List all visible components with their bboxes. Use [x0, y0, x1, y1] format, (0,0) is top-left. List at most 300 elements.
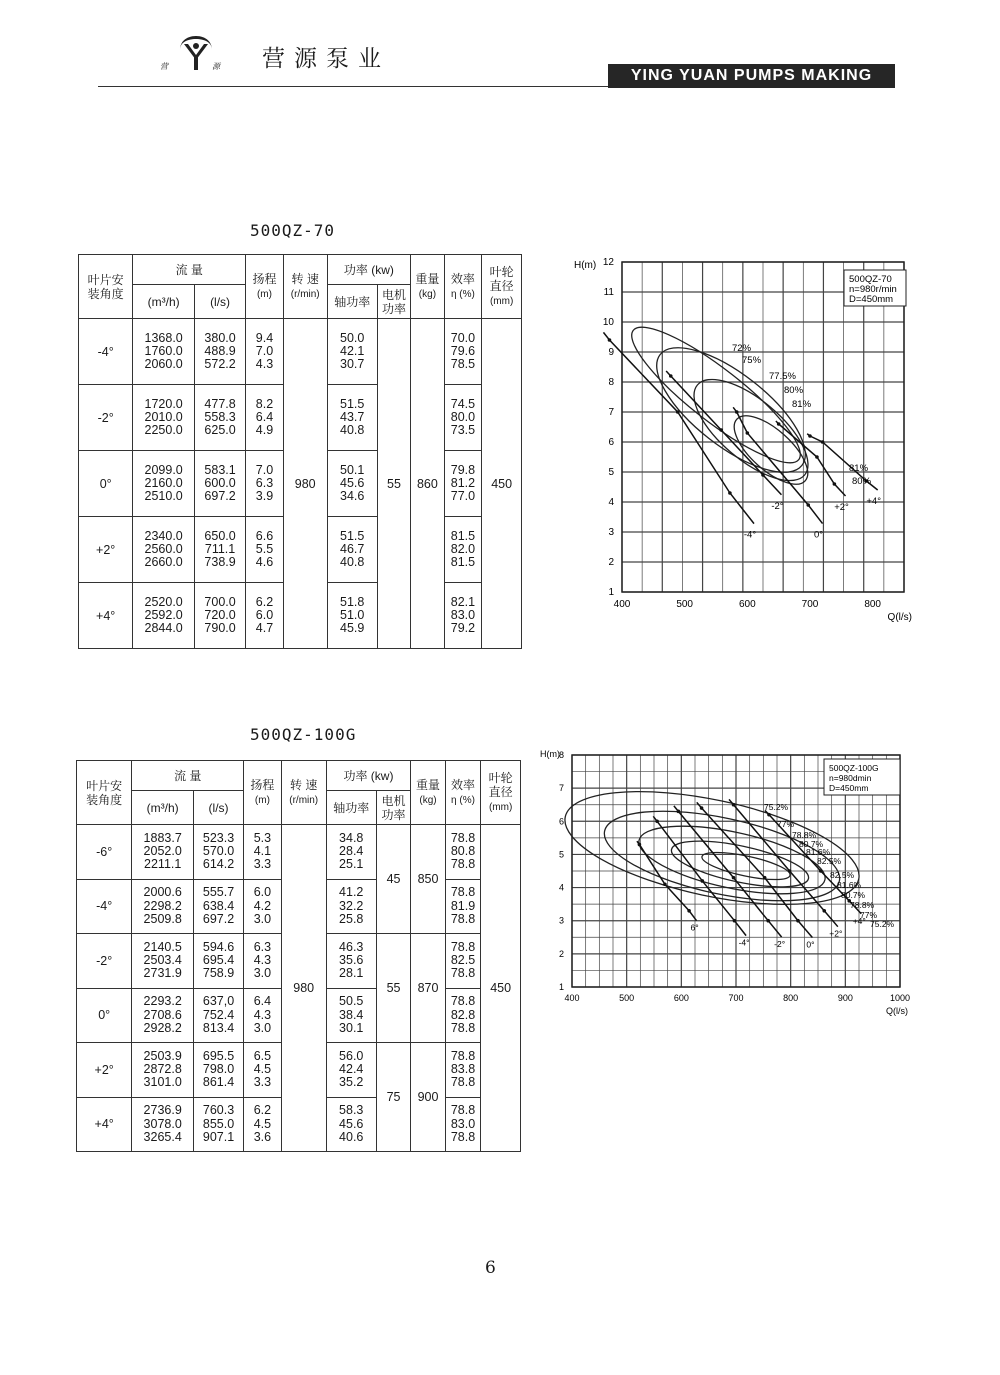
legend-text: 500QZ-70 [849, 274, 892, 285]
cell-value: 78.8 [450, 830, 476, 845]
data-point [806, 503, 810, 507]
cell-value: 35.6 [339, 953, 364, 968]
efficiency-contour [633, 813, 830, 907]
cell-value: 2736.9 [143, 1103, 182, 1118]
legend-text: n=980dmin [829, 773, 872, 783]
flow-ls-cell [193, 825, 243, 880]
efficiency-label: 75% [742, 355, 762, 366]
data-point [608, 338, 612, 342]
flow-m3-cell [133, 319, 195, 385]
cell-value: 637,0 [202, 994, 235, 1009]
data-point [767, 813, 771, 817]
curve-label: -2° [774, 939, 786, 950]
efficiency-label: 75.2% [764, 802, 789, 812]
cell-value: 1720.0 [144, 396, 183, 411]
cell-value: 58.3 [339, 1103, 364, 1118]
head-cell [246, 583, 284, 649]
col-flow-m3: (m³/h) [133, 285, 195, 319]
efficiency-cell [444, 385, 482, 451]
col-weight: 重量 (kg) [411, 761, 445, 825]
efficiency-contour [638, 326, 824, 494]
legend-text: 500QZ-100G [829, 763, 879, 773]
data-point [669, 374, 673, 378]
data-point [676, 410, 680, 414]
efficiency-cell [445, 1043, 481, 1098]
cell-value: 78.8 [450, 994, 476, 1009]
flow-m3-cell [132, 1097, 194, 1152]
table-row [79, 319, 522, 385]
cell-value: 6.2 [255, 594, 274, 609]
flow-m3-cell [132, 1043, 194, 1098]
cell-value: 523.3 [202, 830, 235, 845]
flow-ls-cell [193, 1097, 243, 1152]
header-rule [98, 86, 608, 87]
y-axis-label: H(m) [540, 749, 560, 759]
cell-value: 3.0 [253, 966, 272, 981]
col-head: 扬程 (m) [246, 255, 284, 319]
cell-value: 2211.1 [144, 857, 182, 872]
cell-value: 45.6 [339, 1116, 364, 1131]
cell-value: 583.1 [204, 462, 236, 477]
cell-value: 78.8 [450, 857, 476, 872]
curve-label: 0° [806, 939, 815, 950]
flow-ls-cell [194, 517, 245, 583]
flow-m3-cell [133, 517, 195, 583]
data-point [732, 876, 736, 880]
cell-value: 1368.0 [144, 330, 183, 345]
cell-value: 5.5 [255, 541, 274, 556]
cell-value: 752.4 [202, 1007, 235, 1022]
x-tick-label: 1000 [889, 993, 911, 1003]
cell-value: 73.5 [450, 423, 476, 438]
cell-value: 2060.0 [144, 357, 183, 372]
cell-value: 6.4 [255, 409, 274, 424]
cell-value: 638.4 [202, 898, 235, 913]
y-tick-label: 5 [608, 467, 614, 478]
col-angle: 叶片安 装角度 [79, 255, 133, 319]
y-tick-label: 11 [603, 287, 614, 298]
cell-value: 78.8 [450, 885, 476, 900]
cell-value: 2731.9 [143, 966, 182, 981]
col-flow: 流 量 [133, 255, 246, 285]
cell-value: 25.1 [339, 857, 364, 872]
curve-label: -2° [771, 500, 784, 512]
curve-label: 6° [690, 922, 699, 933]
efficiency-label: 80% [852, 476, 872, 487]
head-cell [246, 451, 284, 517]
cell-value: 2503.4 [143, 953, 182, 968]
shaft-power-cell [326, 988, 376, 1043]
cell-value: 82.0 [450, 541, 476, 556]
y-axis-label: H(m) [574, 260, 597, 271]
shaft-power-cell [327, 319, 377, 385]
curve-label: -4° [738, 937, 750, 948]
cell-value: 51.5 [340, 528, 365, 543]
impeller-dia-cell: 450 [481, 825, 521, 1152]
page-number: 6 [485, 1258, 496, 1278]
cell-value: 2872.8 [143, 1062, 182, 1077]
cell-value: 79.6 [450, 343, 476, 358]
cell-value: 4.6 [255, 555, 274, 570]
col-motor-power: 电机 功率 [376, 791, 410, 825]
x-tick-label: 800 [783, 993, 799, 1003]
cell-value: 41.2 [339, 885, 364, 900]
cell-value: 2520.0 [144, 594, 183, 609]
efficiency-label: 82.5% [830, 870, 855, 880]
cell-value: 40.6 [339, 1129, 364, 1144]
cell-value: 3.9 [255, 489, 274, 504]
efficiency-label: 80% [784, 385, 804, 396]
angle-cell: +2° [77, 1043, 132, 1098]
col-flow-ls: (l/s) [193, 791, 243, 825]
cell-value: 572.2 [204, 357, 236, 372]
cell-value: 28.4 [339, 844, 364, 859]
data-point [808, 434, 812, 438]
cell-value: 6.6 [255, 528, 274, 543]
cell-value: 9.4 [255, 330, 274, 345]
data-point [663, 882, 667, 886]
cell-value: 78.8 [450, 1048, 476, 1063]
brand-name-en: YING YUAN PUMPS MAKING [608, 64, 895, 88]
efficiency-label: 78.8% [792, 830, 817, 840]
motor-power-cell: 55 [377, 319, 410, 649]
cell-value: 2140.5 [143, 939, 182, 954]
cell-value: 697.2 [202, 911, 235, 926]
cell-value: 6.5 [253, 1048, 272, 1063]
x-tick-label: 700 [728, 993, 744, 1003]
col-flow-ls: (l/s) [194, 285, 245, 319]
cell-value: 40.8 [340, 423, 365, 438]
cell-value: 798.0 [202, 1062, 235, 1077]
cell-value: 3.3 [253, 857, 272, 872]
cell-value: 570.0 [202, 844, 235, 859]
data-point [788, 869, 792, 873]
curve-label: +2° [829, 928, 843, 939]
angle-cell: 0° [77, 988, 132, 1043]
cell-value: 600.0 [204, 475, 236, 490]
cell-value: 2503.9 [143, 1048, 182, 1063]
cell-value: 7.0 [255, 343, 274, 358]
cell-value: 6.3 [253, 939, 272, 954]
cell-value: 2660.0 [144, 555, 183, 570]
cell-value: 697.2 [204, 489, 236, 504]
cell-value: 2293.2 [143, 994, 182, 1009]
cell-value: 81.5 [450, 528, 476, 543]
efficiency-cell [444, 451, 482, 517]
cell-value: 758.9 [202, 966, 235, 981]
legend-text: D=450mm [849, 294, 894, 305]
cell-value: 790.0 [204, 621, 236, 636]
cell-value: 2509.8 [143, 911, 182, 926]
cell-value: 700.0 [204, 594, 236, 609]
model-title-2: 500QZ-100G [250, 725, 357, 744]
col-weight: 重量 (kg) [411, 255, 444, 319]
data-point [796, 919, 800, 923]
angle-cell: -4° [79, 319, 133, 385]
efficiency-label: 78.8% [850, 900, 875, 910]
data-point [763, 876, 767, 880]
flow-m3-cell [132, 934, 194, 989]
curve-label: +2° [834, 502, 849, 513]
cell-value: 78.8 [450, 911, 476, 926]
speed-cell: 980 [281, 825, 326, 1152]
cell-value: 77.0 [450, 489, 476, 504]
performance-chart-500qz-100g [532, 748, 922, 1028]
head-cell [244, 934, 282, 989]
efficiency-cell [445, 934, 481, 989]
shaft-power-cell [326, 879, 376, 934]
col-angle: 叶片安 装角度 [77, 761, 132, 825]
flow-ls-cell [193, 934, 243, 989]
efficiency-cell [444, 319, 482, 385]
cell-value: 855.0 [202, 1116, 235, 1131]
cell-value: 813.4 [202, 1020, 235, 1035]
cell-value: 6.3 [255, 475, 274, 490]
y-tick-label: 1 [608, 587, 614, 598]
shaft-power-cell [327, 583, 377, 649]
y-tick-label: 2 [608, 557, 614, 568]
cell-value: 4.3 [253, 953, 272, 968]
motor-power-cell: 45 [376, 825, 410, 934]
cell-value: 78.8 [450, 1020, 476, 1035]
cell-value: 79.8 [450, 462, 476, 477]
col-impeller: 叶轮 直径 (mm) [481, 761, 521, 825]
efficiency-label: 77.5% [769, 371, 796, 382]
x-tick-label: 400 [564, 993, 580, 1003]
cell-value: 3078.0 [143, 1116, 182, 1131]
head-flow-curve [603, 332, 754, 523]
cell-value: 861.4 [202, 1075, 235, 1090]
angle-cell: +4° [79, 583, 133, 649]
cell-value: 83.0 [450, 1116, 476, 1131]
cell-value: 83.0 [450, 607, 476, 622]
cell-value: 1883.7 [143, 830, 182, 845]
cell-value: 4.5 [253, 1116, 272, 1131]
cell-value: 3.6 [253, 1129, 272, 1144]
cell-value: 380.0 [204, 330, 236, 345]
y-tick-label: 1 [558, 982, 564, 992]
efficiency-label: 75.2% [870, 919, 895, 929]
cell-value: 6.0 [255, 607, 274, 622]
impeller-dia-cell: 450 [482, 319, 522, 649]
col-shaft-power: 轴功率 [326, 791, 376, 825]
data-point [766, 919, 770, 923]
efficiency-cell [445, 879, 481, 934]
data-point [700, 806, 704, 810]
legend-text: n=980r/min [849, 284, 897, 295]
efficiency-cell [445, 988, 481, 1043]
cell-value: 80.8 [450, 844, 476, 859]
motor-power-cell: 55 [376, 934, 410, 1043]
data-point [735, 410, 739, 414]
shaft-power-cell [326, 825, 376, 880]
cell-value: 78.5 [450, 357, 476, 372]
y-tick-label: 6 [558, 816, 564, 827]
cell-value: 79.2 [450, 621, 476, 636]
cell-value: 81.9 [450, 898, 476, 913]
motor-power-cell: 75 [376, 1043, 410, 1152]
cell-value: 4.7 [255, 621, 274, 636]
cell-value: 1760.0 [144, 343, 183, 358]
cell-value: 2000.6 [143, 885, 182, 900]
cell-value: 30.7 [340, 357, 365, 372]
x-tick-label: 700 [801, 599, 819, 610]
efficiency-label: 81% [792, 399, 812, 410]
cell-value: 28.1 [339, 966, 364, 981]
cell-value: 45.9 [340, 621, 365, 636]
cell-value: 46.3 [339, 939, 364, 954]
y-tick-label: 8 [608, 377, 614, 388]
col-flow-m3: (m³/h) [132, 791, 194, 825]
data-point [733, 919, 737, 923]
cell-value: 5.3 [253, 830, 272, 845]
cell-value: 614.2 [202, 857, 235, 872]
cell-value: 42.1 [340, 343, 365, 358]
col-eff: 效率 η (%) [445, 761, 481, 825]
cell-value: 625.0 [204, 423, 236, 438]
shaft-power-cell [326, 1043, 376, 1098]
efficiency-label: 80.7% [799, 839, 824, 849]
cell-value: 907.1 [202, 1129, 235, 1144]
data-point [638, 843, 642, 847]
cell-value: 488.9 [204, 343, 236, 358]
efficiency-cell [445, 825, 481, 880]
cell-value: 2160.0 [144, 475, 183, 490]
efficiency-label: 72% [732, 343, 752, 354]
efficiency-label: 81.6% [806, 847, 831, 857]
head-flow-curve [637, 841, 697, 921]
cell-value: 32.2 [339, 898, 364, 913]
shaft-power-cell [326, 934, 376, 989]
x-tick-label: 500 [676, 599, 694, 610]
curve-label: 0° [813, 529, 824, 541]
efficiency-contour [700, 847, 792, 885]
logo-left-char: 营 [160, 62, 168, 71]
efficiency-label: 81% [849, 463, 869, 474]
cell-value: 74.5 [450, 396, 476, 411]
efficiency-label: 77% [777, 819, 795, 829]
data-point [761, 473, 765, 477]
cell-value: 2844.0 [144, 621, 183, 636]
curve-label: -4° [743, 529, 757, 541]
data-point [732, 803, 736, 807]
flow-ls-cell [193, 879, 243, 934]
cell-value: 34.6 [340, 489, 365, 504]
head-cell [244, 879, 282, 934]
cell-value: 3265.4 [143, 1129, 182, 1144]
y-tick-label: 6 [608, 437, 614, 448]
cell-value: 50.1 [340, 462, 365, 477]
y-tick-label: 7 [608, 407, 614, 418]
data-point [777, 422, 781, 426]
spec-table-500qz-100g [76, 760, 521, 1152]
x-tick-label: 600 [673, 993, 689, 1003]
spec-table-500qz-70 [78, 254, 522, 649]
head-cell [244, 988, 282, 1043]
cell-value: 558.3 [204, 409, 236, 424]
angle-cell: -6° [77, 825, 132, 880]
cell-value: 4.3 [255, 357, 274, 372]
y-tick-label: 3 [608, 527, 614, 538]
cell-value: 56.0 [339, 1048, 364, 1063]
angle-cell: -4° [77, 879, 132, 934]
col-flow: 流 量 [132, 761, 244, 791]
cell-value: 4.3 [253, 1007, 272, 1022]
data-point [719, 428, 723, 432]
cell-value: 2560.0 [144, 541, 183, 556]
flow-m3-cell [133, 583, 195, 649]
shaft-power-cell [326, 1097, 376, 1152]
data-point [701, 879, 705, 883]
y-tick-label: 3 [558, 915, 564, 926]
col-power: 功率 (kw) [326, 761, 411, 791]
cell-value: 42.4 [339, 1062, 364, 1077]
shaft-power-cell [327, 385, 377, 451]
performance-chart-500qz-70 [566, 255, 926, 635]
angle-cell: 0° [79, 451, 133, 517]
cell-value: 4.9 [255, 423, 274, 438]
x-tick-label: 900 [837, 993, 853, 1003]
y-tick-label: 4 [558, 882, 564, 893]
cell-value: 650.0 [204, 528, 236, 543]
cell-value: 7.0 [255, 462, 274, 477]
cell-value: 477.8 [204, 396, 236, 411]
efficiency-cell [444, 517, 482, 583]
cell-value: 2340.0 [144, 528, 183, 543]
cell-value: 2592.0 [144, 607, 183, 622]
data-point [815, 455, 819, 459]
head-flow-curve [674, 806, 782, 937]
head-cell [244, 1097, 282, 1152]
data-point [655, 819, 659, 823]
col-power: 功率 (kw) [327, 255, 411, 285]
cell-value: 6.4 [253, 994, 272, 1009]
cell-value: 760.3 [202, 1103, 235, 1118]
cell-value: 34.8 [339, 830, 364, 845]
efficiency-cell [444, 583, 482, 649]
data-point [821, 440, 825, 444]
angle-cell: -2° [79, 385, 133, 451]
cell-value: 51.8 [340, 594, 365, 609]
model-title-1: 500QZ-70 [250, 221, 336, 240]
speed-cell: 980 [283, 319, 327, 649]
data-point [677, 810, 681, 814]
efficiency-label: 77% [860, 910, 878, 920]
flow-m3-cell [132, 988, 194, 1043]
flow-ls-cell [193, 988, 243, 1043]
cell-value: 2708.6 [143, 1007, 182, 1022]
cell-value: 3101.0 [143, 1075, 182, 1090]
cell-value: 2250.0 [144, 423, 183, 438]
angle-cell: +2° [79, 517, 133, 583]
cell-value: 3.0 [253, 1020, 272, 1035]
cell-value: 78.8 [450, 1103, 476, 1118]
weight-cell: 870 [411, 934, 445, 1043]
curve-label: +4° [866, 496, 882, 507]
cell-value: 4.5 [253, 1062, 272, 1077]
y-tick-label: 7 [558, 783, 564, 794]
cell-value: 38.4 [339, 1007, 364, 1022]
angle-cell: +4° [77, 1097, 132, 1152]
col-eff: 效率 η (%) [444, 255, 482, 319]
col-shaft-power: 轴功率 [327, 285, 377, 319]
x-axis-label: Q(l/s) [886, 1006, 908, 1016]
flow-m3-cell [133, 385, 195, 451]
cell-value: 51.0 [340, 607, 365, 622]
cell-value: 43.7 [340, 409, 365, 424]
cell-value: 35.2 [339, 1075, 364, 1090]
cell-value: 81.5 [450, 555, 476, 570]
